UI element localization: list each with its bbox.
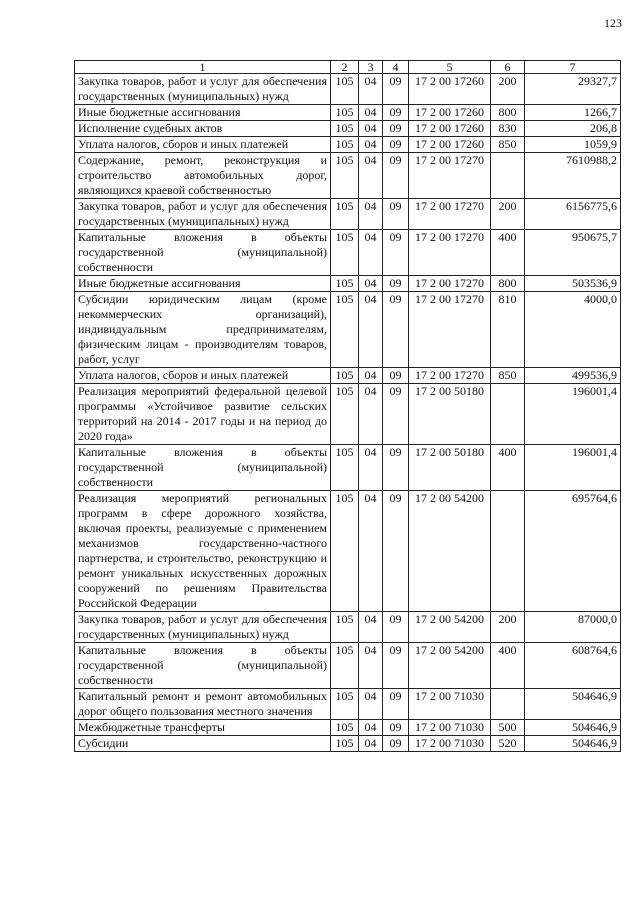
row-description: Уплата налогов, сборов и иных платежей (75, 368, 331, 384)
target-article-code: 17 2 00 17260 (409, 137, 491, 153)
amount-value: 196001,4 (525, 445, 621, 491)
row-description: Иные бюджетные ассигнования (75, 276, 331, 292)
column-header: 2 (331, 61, 359, 74)
subsection-code: 09 (383, 612, 409, 643)
amount-value: 196001,4 (525, 384, 621, 445)
ministry-code: 105 (331, 491, 359, 612)
amount-value: 87000,0 (525, 612, 621, 643)
target-article-code: 17 2 00 17260 (409, 121, 491, 137)
section-code: 04 (359, 199, 383, 230)
table-row (75, 74, 621, 105)
subsection-code: 09 (383, 292, 409, 368)
expense-type-code (491, 153, 525, 199)
subsection-code: 09 (383, 720, 409, 736)
table-row (75, 736, 621, 752)
amount-value: 499536,9 (525, 368, 621, 384)
expense-type-code: 400 (491, 445, 525, 491)
row-description: Капитальный ремонт и ремонт автомобильных дорог общего пользования местного значения (75, 689, 331, 720)
row-description: Содержание, ремонт, реконструкция и строительство автомобильных дорог, являющихся краевой собственностью (75, 153, 331, 199)
row-description: Капитальные вложения в объекты государственной (муниципальной) собственности (75, 230, 331, 276)
amount-value: 950675,7 (525, 230, 621, 276)
subsection-code: 09 (383, 689, 409, 720)
amount-value: 6156775,6 (525, 199, 621, 230)
target-article-code: 17 2 00 50180 (409, 384, 491, 445)
amount-value: 504646,9 (525, 689, 621, 720)
ministry-code: 105 (331, 720, 359, 736)
target-article-code: 17 2 00 17270 (409, 153, 491, 199)
row-description: Закупка товаров, работ и услуг для обеспечения государственных (муниципальных) нужд (75, 612, 331, 643)
section-code: 04 (359, 230, 383, 276)
section-code: 04 (359, 137, 383, 153)
amount-value: 29327,7 (525, 74, 621, 105)
column-header: 3 (359, 61, 383, 74)
row-description: Межбюджетные трансферты (75, 720, 331, 736)
ministry-code: 105 (331, 612, 359, 643)
ministry-code: 105 (331, 384, 359, 445)
expense-type-code: 800 (491, 276, 525, 292)
table-row (75, 384, 621, 445)
table-row (75, 105, 621, 121)
target-article-code: 17 2 00 54200 (409, 612, 491, 643)
subsection-code: 09 (383, 491, 409, 612)
row-description: Капитальные вложения в объекты государственной (муниципальной) собственности (75, 643, 331, 689)
expense-type-code: 850 (491, 368, 525, 384)
subsection-code: 09 (383, 105, 409, 121)
target-article-code: 17 2 00 54200 (409, 643, 491, 689)
ministry-code: 105 (331, 445, 359, 491)
section-code: 04 (359, 689, 383, 720)
expense-type-code: 400 (491, 230, 525, 276)
page-number: 123 (604, 16, 622, 30)
table-row (75, 720, 621, 736)
expense-type-code: 800 (491, 105, 525, 121)
section-code: 04 (359, 491, 383, 612)
ministry-code: 105 (331, 736, 359, 752)
target-article-code: 17 2 00 17260 (409, 74, 491, 105)
section-code: 04 (359, 74, 383, 105)
row-description: Субсидии юридическим лицам (кроме некоммерческих организаций), индивидуальным предпринимателям, физическим лицам - производителям товаров, работ, услуг (75, 292, 331, 368)
row-description: Иные бюджетные ассигнования (75, 105, 331, 121)
subsection-code: 09 (383, 368, 409, 384)
table-row (75, 368, 621, 384)
target-article-code: 17 2 00 71030 (409, 736, 491, 752)
table-row (75, 137, 621, 153)
ministry-code: 105 (331, 121, 359, 137)
target-article-code: 17 2 00 17270 (409, 276, 491, 292)
budget-table (74, 60, 621, 752)
expense-type-code: 200 (491, 199, 525, 230)
subsection-code: 09 (383, 74, 409, 105)
subsection-code: 09 (383, 137, 409, 153)
target-article-code: 17 2 00 17270 (409, 199, 491, 230)
ministry-code: 105 (331, 643, 359, 689)
target-article-code: 17 2 00 17270 (409, 230, 491, 276)
table-row (75, 121, 621, 137)
ministry-code: 105 (331, 368, 359, 384)
section-code: 04 (359, 153, 383, 199)
target-article-code: 17 2 00 17270 (409, 292, 491, 368)
subsection-code: 09 (383, 736, 409, 752)
section-code: 04 (359, 292, 383, 368)
table-row (75, 292, 621, 368)
expense-type-code (491, 384, 525, 445)
target-article-code: 17 2 00 50180 (409, 445, 491, 491)
section-code: 04 (359, 276, 383, 292)
expense-type-code: 830 (491, 121, 525, 137)
column-header: 4 (383, 61, 409, 74)
target-article-code: 17 2 00 71030 (409, 689, 491, 720)
subsection-code: 09 (383, 199, 409, 230)
target-article-code: 17 2 00 54200 (409, 491, 491, 612)
section-code: 04 (359, 445, 383, 491)
table-row (75, 689, 621, 720)
expense-type-code: 810 (491, 292, 525, 368)
subsection-code: 09 (383, 121, 409, 137)
column-header: 7 (525, 61, 621, 74)
table-row (75, 491, 621, 612)
column-header: 1 (75, 61, 331, 74)
row-description: Субсидии (75, 736, 331, 752)
amount-value: 608764,6 (525, 643, 621, 689)
table-row (75, 199, 621, 230)
section-code: 04 (359, 643, 383, 689)
section-code: 04 (359, 384, 383, 445)
section-code: 04 (359, 368, 383, 384)
ministry-code: 105 (331, 137, 359, 153)
amount-value: 504646,9 (525, 736, 621, 752)
expense-type-code: 500 (491, 720, 525, 736)
row-description: Закупка товаров, работ и услуг для обеспечения государственных (муниципальных) нужд (75, 199, 331, 230)
table-row (75, 612, 621, 643)
row-description: Капитальные вложения в объекты государственной (муниципальной) собственности (75, 445, 331, 491)
ministry-code: 105 (331, 230, 359, 276)
row-description: Закупка товаров, работ и услуг для обеспечения государственных (муниципальных) нужд (75, 74, 331, 105)
expense-type-code (491, 689, 525, 720)
ministry-code: 105 (331, 689, 359, 720)
ministry-code: 105 (331, 74, 359, 105)
header-row (75, 61, 621, 74)
section-code: 04 (359, 736, 383, 752)
column-header: 5 (409, 61, 491, 74)
table-row (75, 230, 621, 276)
expense-type-code: 520 (491, 736, 525, 752)
subsection-code: 09 (383, 643, 409, 689)
amount-value: 7610988,2 (525, 153, 621, 199)
subsection-code: 09 (383, 230, 409, 276)
target-article-code: 17 2 00 71030 (409, 720, 491, 736)
expense-type-code: 850 (491, 137, 525, 153)
table-row (75, 445, 621, 491)
amount-value: 504646,9 (525, 720, 621, 736)
target-article-code: 17 2 00 17260 (409, 105, 491, 121)
target-article-code: 17 2 00 17270 (409, 368, 491, 384)
subsection-code: 09 (383, 445, 409, 491)
row-description: Исполнение судебных актов (75, 121, 331, 137)
row-description: Реализация мероприятий региональных программ в сфере дорожного хозяйства, включая проекты, реализуемые с применением механизмов государственно-частного партнерства, и строительство, реконструкцию и ремонт уникальных искусственных дорожных сооружений по решениям Правительства Российской Федерации (75, 491, 331, 612)
table-row (75, 643, 621, 689)
section-code: 04 (359, 720, 383, 736)
expense-type-code: 200 (491, 612, 525, 643)
ministry-code: 105 (331, 276, 359, 292)
amount-value: 695764,6 (525, 491, 621, 612)
table-row (75, 276, 621, 292)
amount-value: 206,8 (525, 121, 621, 137)
subsection-code: 09 (383, 276, 409, 292)
expense-type-code: 400 (491, 643, 525, 689)
ministry-code: 105 (331, 199, 359, 230)
row-description: Уплата налогов, сборов и иных платежей (75, 137, 331, 153)
row-description: Реализация мероприятий федеральной целевой программы «Устойчивое развитие сельских территорий на 2014 - 2017 годы и на период до 2020 года» (75, 384, 331, 445)
amount-value: 1266,7 (525, 105, 621, 121)
table-row (75, 153, 621, 199)
amount-value: 503536,9 (525, 276, 621, 292)
subsection-code: 09 (383, 153, 409, 199)
ministry-code: 105 (331, 292, 359, 368)
section-code: 04 (359, 105, 383, 121)
section-code: 04 (359, 121, 383, 137)
amount-value: 1059,9 (525, 137, 621, 153)
ministry-code: 105 (331, 105, 359, 121)
column-header: 6 (491, 61, 525, 74)
expense-type-code: 200 (491, 74, 525, 105)
expense-type-code (491, 491, 525, 612)
ministry-code: 105 (331, 153, 359, 199)
section-code: 04 (359, 612, 383, 643)
subsection-code: 09 (383, 384, 409, 445)
amount-value: 4000,0 (525, 292, 621, 368)
